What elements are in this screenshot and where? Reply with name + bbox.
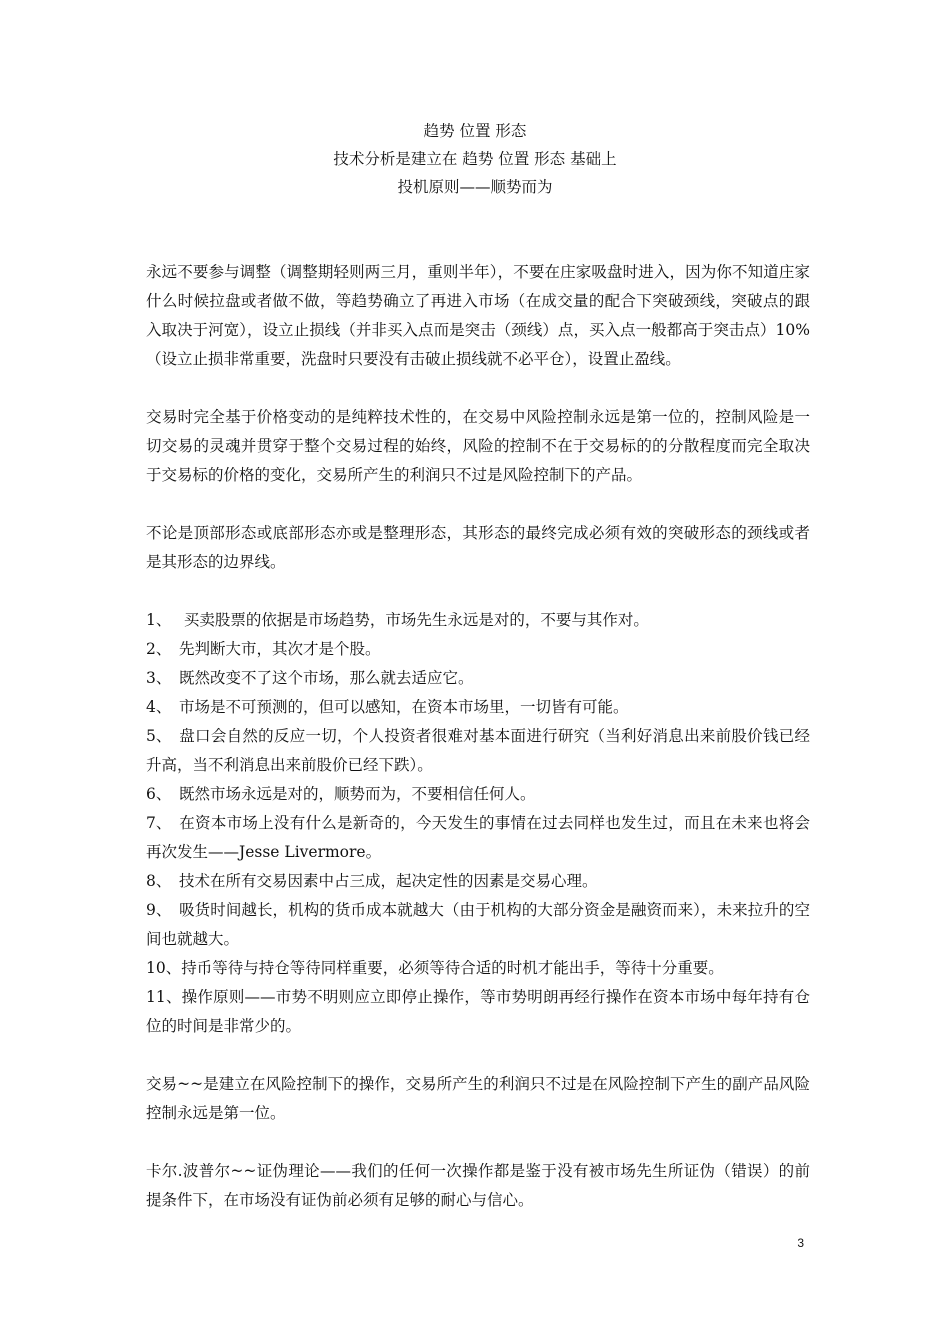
principles-list xyxy=(146,606,810,1041)
list-item-number: 1、 xyxy=(146,611,172,629)
list-item xyxy=(146,896,810,954)
list-item-number: 10、 xyxy=(146,959,182,977)
list-item-number: 11、 xyxy=(146,988,182,1006)
list-item xyxy=(146,664,810,693)
list-item-text: 既然市场永远是对的，顺势而为，不要相信任何人。 xyxy=(179,785,536,803)
paragraph-1: 永远不要参与调整（调整期轻则两三月，重则半年），不要在庄家吸盘时进入，因为你不知道庄家什么时候拉盘或者做不做，等趋势确立了再进入市场（在成交量的配合下突破颈线，突破点的跟入取决于河宽），设立止损线（并非买入点而是突击（颈线）点，买入点一般都高于突击点）10%（设立止损非常重要，洗盘时只要没有击破止损线就不必平仓），设置止盈线。 xyxy=(146,263,810,368)
list-item-number: 4、 xyxy=(146,698,172,716)
list-item xyxy=(146,809,810,867)
list-item-text: 盘口会自然的反应一切，个人投资者很难对基本面进行研究（当利好消息出来前股价钱已经升高，当不利消息出来前股价已经下跌）。 xyxy=(146,727,810,774)
list-item-number: 9、 xyxy=(146,901,172,919)
title-line-3: 投机原则——顺势而为 xyxy=(397,178,553,196)
list-item-text: 吸货时间越长，机构的货币成本就越大（由于机构的大部分资金是融资而来），未来拉升的空间也就越大。 xyxy=(146,901,810,948)
list-item xyxy=(146,606,810,635)
list-item xyxy=(146,693,810,722)
list-item-number: 6、 xyxy=(146,785,172,803)
list-item-text: 技术在所有交易因素中占三成，起决定性的因素是交易心理。 xyxy=(179,872,598,890)
list-item-text: 先判断大市，其次才是个股。 xyxy=(179,640,381,658)
list-item-number: 3、 xyxy=(146,669,172,687)
page-number: 3 xyxy=(797,1236,804,1250)
list-item xyxy=(146,635,810,664)
list-item-number: 7、 xyxy=(146,814,172,832)
body-content xyxy=(146,258,810,1244)
list-item xyxy=(146,954,810,983)
list-item-text: 在资本市场上没有什么是新奇的，今天发生的事情在过去同样也发生过，而且在未来也将会再次发生——Jesse Livermore。 xyxy=(146,814,810,861)
list-item-number: 5、 xyxy=(146,727,172,745)
list-item-text: 操作原则——市势不明则应立即停止操作，等市势明朗再经行操作在资本市场中每年持有仓位的时间是非常少的。 xyxy=(146,988,810,1035)
paragraph-4: 交易~~是建立在风险控制下的操作，交易所产生的利润只不过是在风险控制下产生的副产品风险控制永远是第一位。 xyxy=(146,1075,810,1122)
paragraph-3: 不论是顶部形态或底部形态亦或是整理形态，其形态的最终完成必须有效的突破形态的颈线或者是其形态的边界线。 xyxy=(146,524,810,571)
list-item xyxy=(146,780,810,809)
list-item xyxy=(146,722,810,780)
title-line-1: 趋势 位置 形态 xyxy=(423,122,527,140)
list-item-text: 持币等待与持仓等待同样重要，必须等待合适的时机才能出手，等待十分重要。 xyxy=(181,959,724,977)
list-item-text: 既然改变不了这个市场，那么就去适应它。 xyxy=(179,669,474,687)
list-item xyxy=(146,983,810,1041)
title-line-2: 技术分析是建立在 趋势 位置 形态 基础上 xyxy=(333,150,617,168)
list-item-number: 8、 xyxy=(146,872,172,890)
list-item xyxy=(146,867,810,896)
list-item-text: 买卖股票的依据是市场趋势，市场先生永远是对的，不要与其作对。 xyxy=(179,611,649,629)
list-item-number: 2、 xyxy=(146,640,172,658)
paragraph-5: 卡尔.波普尔~~证伪理论——我们的任何一次操作都是鉴于没有被市场先生所证伪（错误）的前提条件下，在市场没有证伪前必须有足够的耐心与信心。 xyxy=(146,1162,810,1209)
paragraph-2: 交易时完全基于价格变动的是纯粹技术性的，在交易中风险控制永远是第一位的，控制风险是一切交易的灵魂并贯穿于整个交易过程的始终，风险的控制不在于交易标的的分散程度而完全取决于交易标的价格的变化，交易所产生的利润只不过是风险控制下的产品。 xyxy=(146,408,810,484)
title-block xyxy=(0,117,950,201)
list-item-text: 市场是不可预测的，但可以感知，在资本市场里，一切皆有可能。 xyxy=(179,698,629,716)
